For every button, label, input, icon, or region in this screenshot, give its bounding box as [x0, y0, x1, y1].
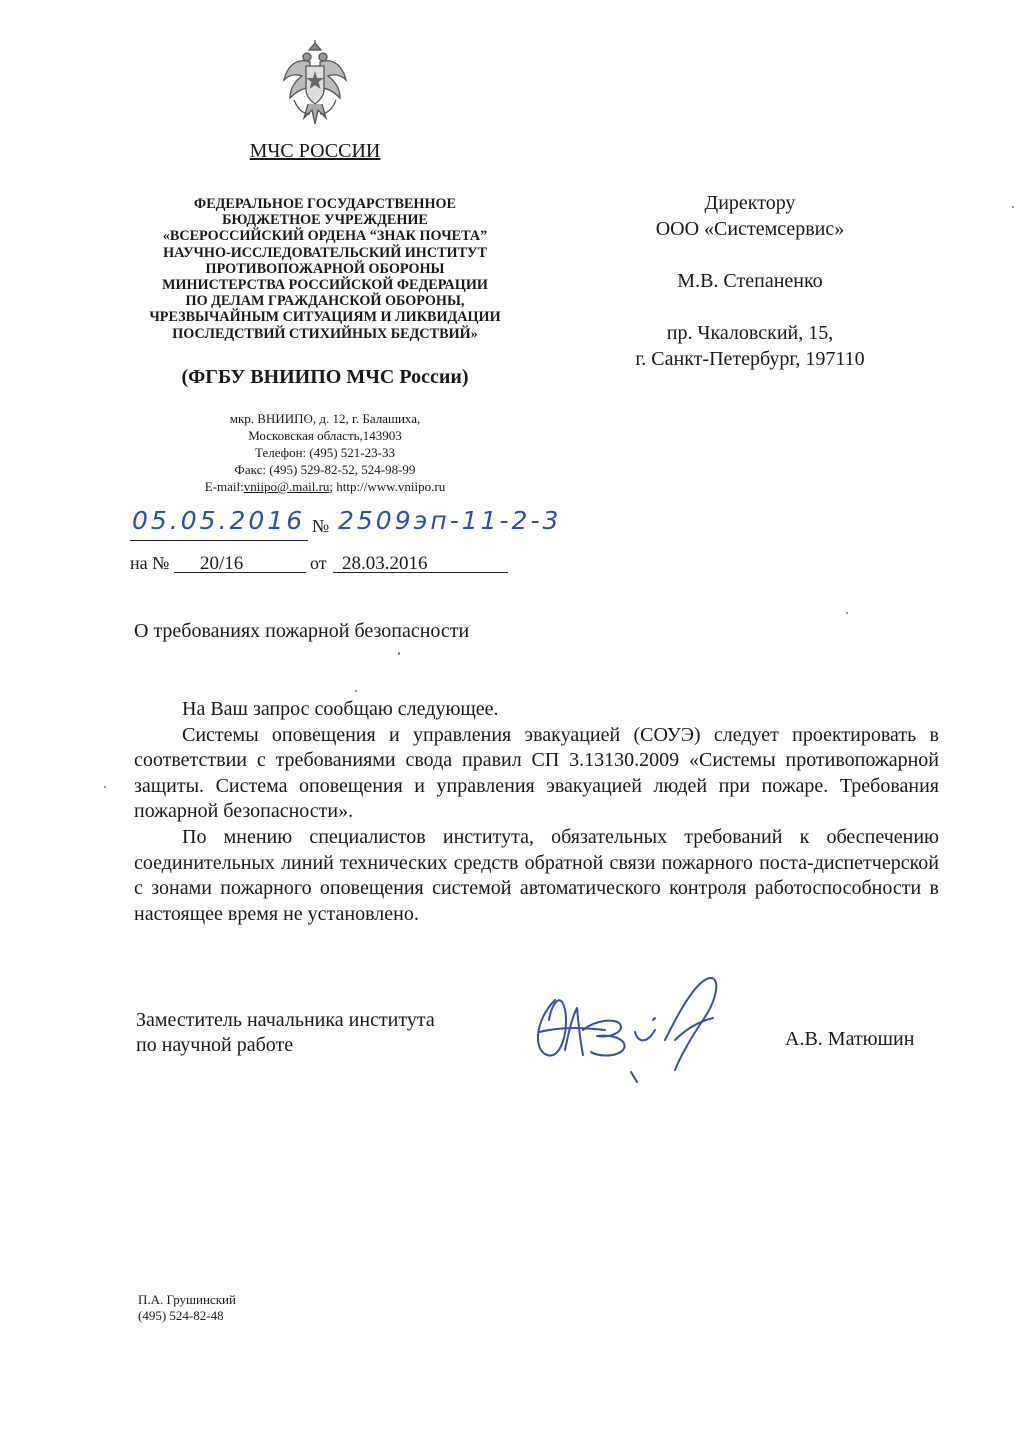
fax: Факс: (495) 529-82-52, 524-98-99 [234, 462, 416, 477]
website[interactable]: ; http://www.vniipo.ru [329, 479, 446, 494]
mchs-emblem-icon [280, 40, 350, 130]
reference-line [130, 553, 530, 577]
org-line: ПОСЛЕДСТВИЙ СТИХИЙНЫХ БЕДСТВИЙ» [172, 325, 478, 342]
signatory-title-line: по научной работе [136, 1034, 294, 1056]
org-line: НАУЧНО-ИССЛЕДОВАТЕЛЬСКИЙ ИНСТИТУТ [163, 244, 487, 261]
addressee-city: г. Санкт-Петербург, 197110 [635, 348, 865, 370]
underline [130, 540, 308, 541]
org-line: ФЕДЕРАЛЬНОЕ ГОСУДАРСТВЕННОЕ [194, 196, 456, 212]
organization-short-name: (ФГБУ ВНИИПО МЧС России) [181, 366, 469, 388]
signatory-title [136, 1008, 435, 1058]
addressee-company: ООО «Системсервис» [655, 218, 845, 240]
ministry-name: МЧС РОССИИ [249, 140, 381, 162]
email-label: E-mail: [204, 479, 244, 494]
handwritten-signature [525, 960, 735, 1090]
reference-number: 20/16 [200, 553, 244, 574]
body-paragraph: Системы оповещения и управления эвакуацией (СОУЭ) следует проектировать в соответствии с требованиями свода правил СП 3.13130.2009 «Системы противопожарной защиты. Система оповещения и управления эвакуацией людей при пожаре. Требования пожарной безопасности». [134, 723, 939, 823]
address-line-1: мкр. ВНИИПО, д. 12, г. Балашиха, [229, 411, 421, 426]
org-line: ПО ДЕЛАМ ГРАЖДАНСКОЙ ОБОРОНЫ, [185, 293, 465, 310]
org-line: МИНИСТЕРСТВА РОССИЙСКОЙ ФЕДЕРАЦИИ [162, 277, 488, 294]
scan-speck [398, 652, 400, 655]
addressee-name: М.В. Степаненко [677, 270, 823, 292]
contact-block [160, 410, 490, 495]
reference-date-label: от [310, 553, 327, 573]
email-link[interactable]: vniipo@.mail.ru [243, 479, 330, 494]
address-line-2: Московская область,143903 [248, 428, 402, 443]
email-web-line [160, 478, 490, 495]
outgoing-registration [130, 506, 562, 546]
scan-speck [355, 690, 357, 692]
body-paragraph: На Ваш запрос сообщаю следующее. [182, 698, 499, 720]
body-paragraph: По мнению специалистов института, обязательных требований к обеспечению соединительных линий технических средств обратной связи пожарного поста-диспетчерской с зонами пожарного оповещения системой автоматического контроля работоспособности в настоящее время не установлено. [134, 825, 939, 925]
org-line: ЧРЕЗВЫЧАЙНЫМ СИТУАЦИЯМ И ЛИКВИДАЦИИ [149, 309, 501, 326]
letter-body [134, 697, 939, 927]
letter-subject: О требованиях пожарной безопасности [134, 620, 470, 642]
organization-full-name [120, 196, 530, 342]
phone: Телефон: (495) 521-23-33 [255, 445, 395, 460]
org-line: БЮДЖЕТНОЕ УЧРЕЖДЕНИЕ [222, 212, 428, 229]
org-line: ПРОТИВОПОЖАРНОЙ ОБОРОНЫ [205, 260, 445, 277]
org-line: «ВСЕРОССИЙСКИЙ ОРДЕНА “ЗНАК ПОЧЕТА” [162, 228, 488, 245]
reference-date: 28.03.2016 [342, 553, 428, 574]
executor-name: П.А. Грушинский [138, 1292, 236, 1307]
addressee-street: пр. Чкаловский, 15, [666, 322, 834, 344]
addressee-block [600, 190, 900, 372]
addressee-position: Директору [704, 192, 796, 214]
executor-block [138, 1292, 236, 1324]
reference-number-label: на № [130, 553, 170, 573]
number-sign: № [312, 516, 330, 536]
outgoing-date: 05.05.2016 [132, 506, 306, 535]
scan-speck [1012, 206, 1014, 208]
outgoing-number: 2509эп-11-2-3 [338, 506, 562, 535]
scan-speck [846, 612, 848, 614]
scan-speck [104, 786, 106, 788]
executor-phone: (495) 524-82-48 [138, 1308, 224, 1323]
signatory-name: А.В. Матюшин [785, 1028, 915, 1050]
signatory-title-line: Заместитель начальника института [136, 1009, 435, 1031]
